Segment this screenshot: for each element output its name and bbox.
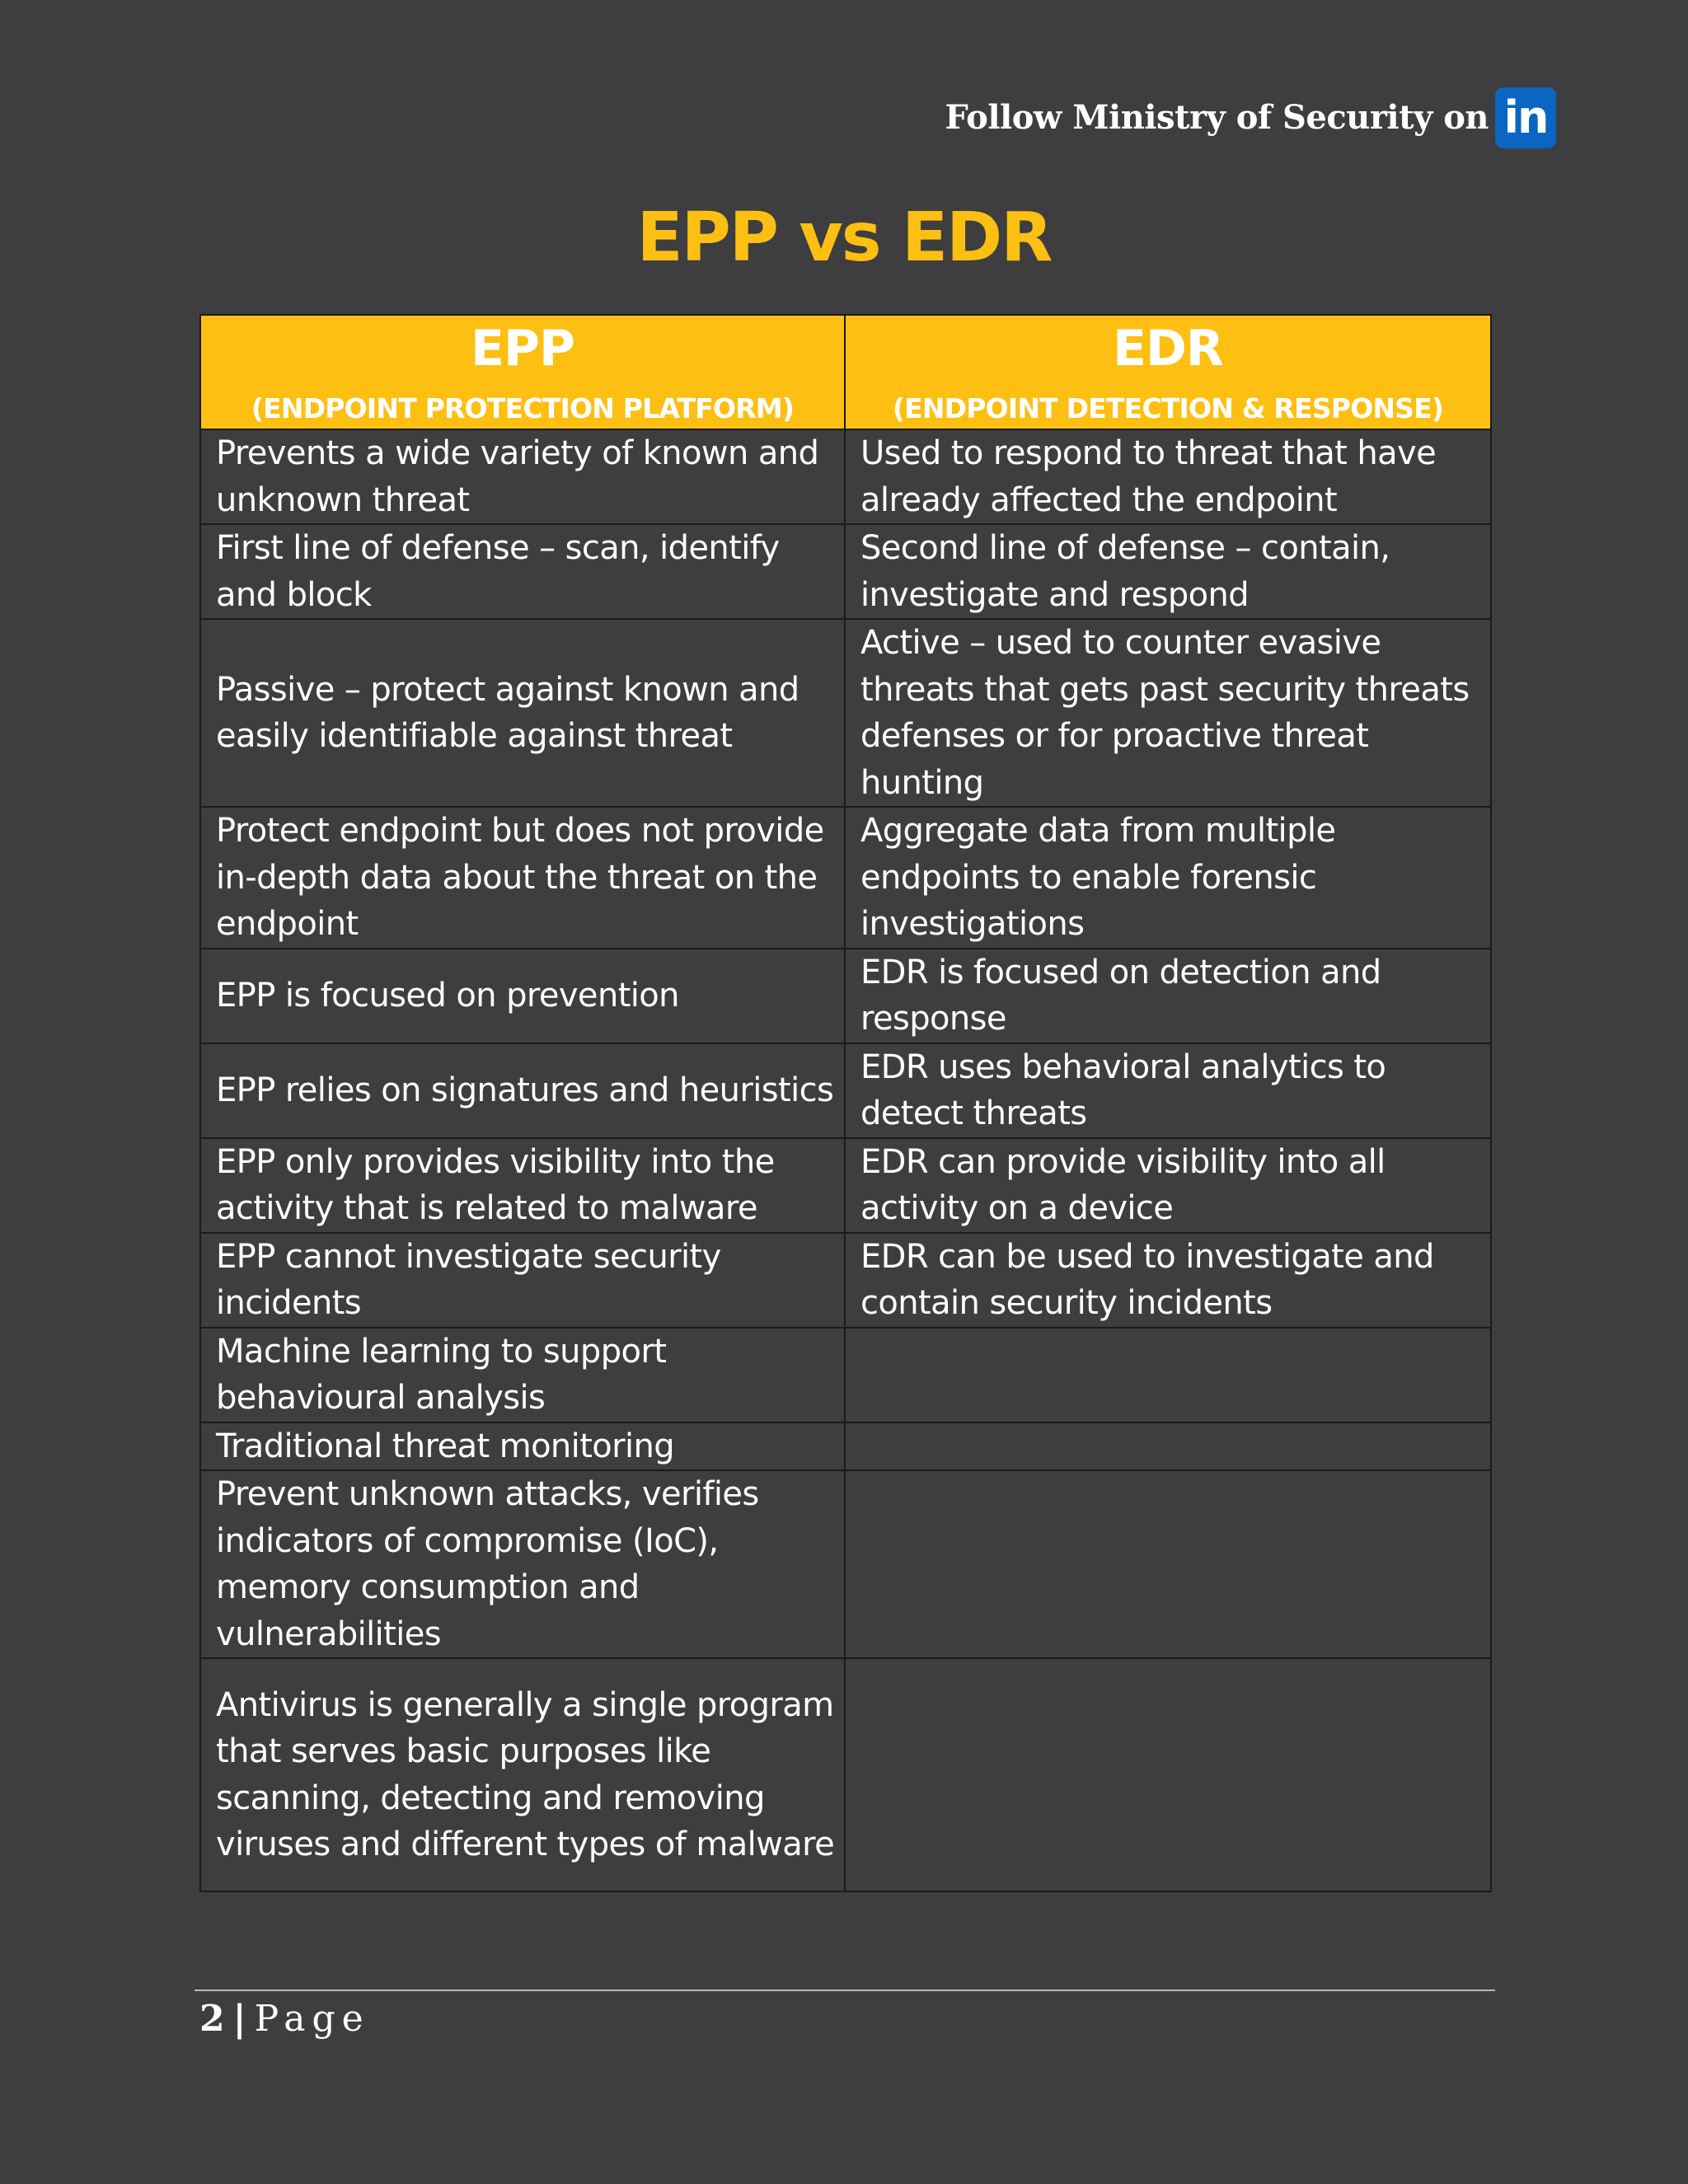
page-label: Page — [254, 1998, 370, 2040]
edr-cell — [845, 1328, 1491, 1422]
table-row — [200, 1328, 1491, 1422]
page-number: 2 — [199, 1998, 225, 2040]
edr-cell: EDR uses behavioral analytics to detect threats — [845, 1043, 1491, 1138]
epp-cell: Passive – protect against known and easily identifiable against threat — [200, 619, 845, 807]
linkedin-icon[interactable]: in — [1495, 87, 1556, 148]
epp-cell: Antivirus is generally a single program that serves basic purposes like scanning, detecting and removing viruses and different types of malware — [200, 1658, 845, 1891]
edr-cell: Used to respond to threat that have already affected the endpoint — [845, 429, 1491, 524]
column-header-epp — [200, 315, 845, 429]
footer-separator: | — [232, 1998, 246, 2040]
edr-cell: EDR can be used to investigate and contain security incidents — [845, 1233, 1491, 1328]
edr-cell: Second line of defense – contain, investigate and respond — [845, 524, 1491, 619]
epp-cell: EPP cannot investigate security incidents — [200, 1233, 845, 1328]
table-row — [200, 1233, 1491, 1328]
column-title: EPP — [471, 320, 574, 377]
page-title: EPP vs EDR — [636, 199, 1052, 277]
table-row — [200, 619, 1491, 807]
epp-cell: EPP relies on signatures and heuristics — [200, 1043, 845, 1138]
edr-cell: EDR is focused on detection and response — [845, 949, 1491, 1043]
epp-cell: EPP is focused on prevention — [200, 949, 845, 1043]
comparison-table — [199, 314, 1492, 1892]
column-header-edr — [845, 315, 1491, 429]
page-header — [945, 87, 1556, 148]
edr-cell — [845, 1470, 1491, 1658]
epp-cell: Machine learning to support behavioural analysis — [200, 1328, 845, 1422]
table-row — [200, 524, 1491, 619]
column-title: EDR — [1113, 320, 1223, 377]
edr-cell — [845, 1422, 1491, 1471]
epp-cell: Protect endpoint but does not provide in-depth data about the threat on the endpoint — [200, 807, 845, 949]
table-header-row — [200, 315, 1491, 429]
column-subtitle: (ENDPOINT DETECTION & RESPONSE) — [892, 392, 1444, 424]
follow-text: Follow Ministry of Security on — [945, 98, 1489, 137]
edr-cell: Active – used to counter evasive threats that gets past security threats defenses or for proactive threat hunting — [845, 619, 1491, 807]
table-row — [200, 1043, 1491, 1138]
epp-cell: First line of defense – scan, identify and block — [200, 524, 845, 619]
edr-cell — [845, 1658, 1491, 1891]
table-row — [200, 949, 1491, 1043]
footer-divider — [195, 1990, 1495, 1991]
table-row — [200, 1658, 1491, 1891]
page-footer — [199, 1998, 370, 2040]
edr-cell: Aggregate data from multiple endpoints to enable forensic investigations — [845, 807, 1491, 949]
epp-cell: Prevents a wide variety of known and unknown threat — [200, 429, 845, 524]
table-row — [200, 807, 1491, 949]
epp-cell: Prevent unknown attacks, verifies indicators of compromise (IoC), memory consumption and vulnerabilities — [200, 1470, 845, 1658]
table-row — [200, 1470, 1491, 1658]
table-row — [200, 1138, 1491, 1233]
table-row — [200, 429, 1491, 524]
epp-cell: Traditional threat monitoring — [200, 1422, 845, 1471]
table-row — [200, 1422, 1491, 1471]
edr-cell: EDR can provide visibility into all activity on a device — [845, 1138, 1491, 1233]
column-subtitle: (ENDPOINT PROTECTION PLATFORM) — [251, 392, 795, 424]
epp-cell: EPP only provides visibility into the activity that is related to malware — [200, 1138, 845, 1233]
